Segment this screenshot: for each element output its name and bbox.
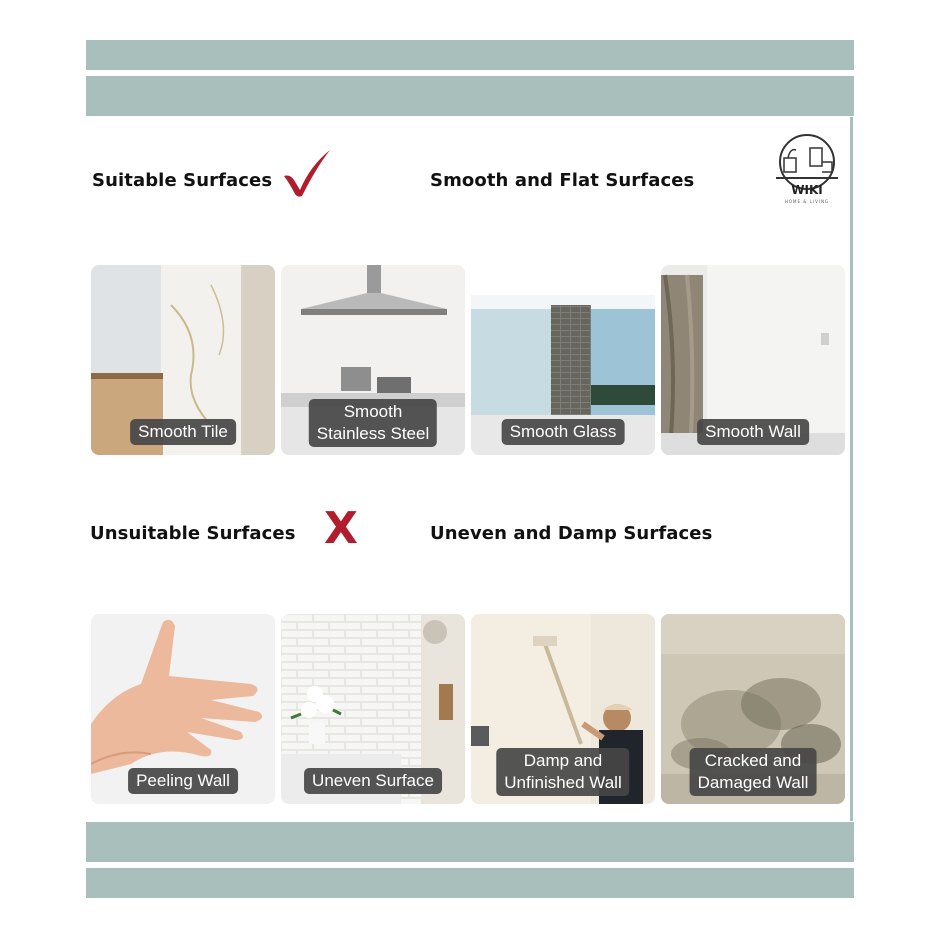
label-damp-unfinished-wall: Damp and Unfinished Wall <box>496 748 629 796</box>
unsuitable-heading: Unsuitable Surfaces <box>90 523 296 544</box>
suitable-heading: Suitable Surfaces <box>92 170 273 191</box>
footer-band <box>86 868 854 898</box>
suitable-subheading: Smooth and Flat Surfaces <box>430 170 695 191</box>
label-smooth-glass: Smooth Glass <box>502 419 625 445</box>
tile-smooth-tile <box>91 265 275 455</box>
unsuitable-subheading: Uneven and Damp Surfaces <box>430 523 713 544</box>
label-peeling-wall: Peeling Wall <box>128 768 238 794</box>
second-band <box>86 76 854 116</box>
top-band <box>86 40 854 70</box>
wiki-logo <box>770 132 844 208</box>
label-cracked-damaged-wall: Cracked and Damaged Wall <box>690 748 817 796</box>
check-mark-icon <box>280 148 334 198</box>
tile-peeling-wall <box>91 614 275 804</box>
bottom-band <box>86 822 854 862</box>
tile-damp-unfinished-wall <box>471 614 655 804</box>
cross-mark-icon: X <box>324 503 358 554</box>
label-smooth-tile: Smooth Tile <box>130 419 236 445</box>
tile-uneven-surface <box>281 614 465 804</box>
label-smooth-stainless-steel: Smooth Stainless Steel <box>309 399 437 447</box>
logo-name: WIKI <box>791 183 823 197</box>
tile-smooth-stainless-steel <box>281 265 465 455</box>
label-smooth-wall: Smooth Wall <box>697 419 809 445</box>
label-uneven-surface: Uneven Surface <box>304 768 442 794</box>
tile-cracked-damaged-wall <box>661 614 845 804</box>
logo-tagline: HOME & LIVING <box>784 199 830 204</box>
tile-smooth-wall <box>661 265 845 455</box>
tile-smooth-glass <box>471 265 655 455</box>
